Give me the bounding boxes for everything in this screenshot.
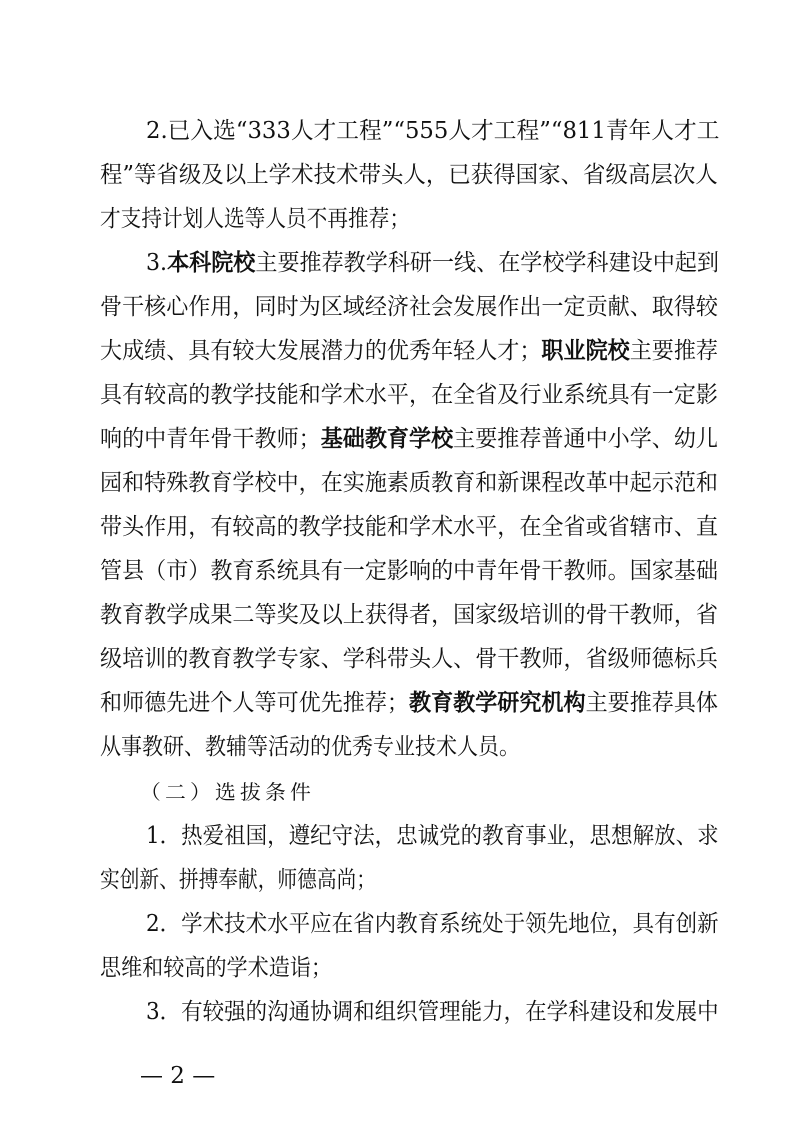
criteria-line	[0, 948, 799, 988]
text-line: 管县（市）教育系统具有一定影响的中青年骨干教师。国家基础	[100, 558, 718, 584]
paragraph-talent-line	[0, 111, 799, 151]
text-line-mixed	[146, 243, 719, 283]
criteria-item-1: 1．热爱祖国，遵纪守法，忠诚党的教育事业，思想解放、求	[146, 823, 719, 849]
section-heading: （二）选拔条件	[140, 780, 315, 804]
paragraph-scope-line	[0, 595, 799, 635]
item-number: 3.	[146, 250, 168, 276]
paragraph-scope-line	[0, 551, 799, 591]
paragraph-scope-line	[0, 419, 799, 459]
text-line: 2.已入选“333人才工程”“555人才工程”“811青年人才工	[146, 118, 720, 144]
page-number: — 2 —	[140, 1063, 216, 1089]
text-run: 响的中青年骨干教师；	[100, 426, 321, 452]
text-line: 程”等省级及以上学术技术带头人，已获得国家、省级高层次人	[100, 162, 718, 188]
paragraph-scope-line	[0, 287, 799, 327]
text-line: 级培训的教育教学专家、学科带头人、骨干教师，省级师德标兵	[100, 646, 718, 672]
paragraph-talent-line	[0, 199, 799, 239]
criteria-item-2: 2．学术技术水平应在省内教育系统处于领先地位，具有创新	[146, 911, 719, 937]
text-run: 主要推荐普通中小学、幼儿	[453, 426, 718, 452]
paragraph-scope-line	[0, 375, 799, 415]
criteria-line	[0, 904, 799, 944]
paragraph-scope-line	[0, 243, 799, 283]
text-run: 主要推荐	[629, 338, 718, 364]
criteria-item-3: 3．有较强的沟通协调和组织管理能力，在学科建设和发展中	[146, 999, 719, 1025]
text-line: 具有较高的教学技能和学术水平，在全省及行业系统具有一定影	[100, 382, 718, 408]
paragraph-scope-line	[0, 727, 799, 767]
paragraph-talent-line	[0, 155, 799, 195]
bold-term-basic-education: 基础教育学校	[320, 426, 454, 452]
criteria-line	[0, 860, 799, 900]
text-run: 和师德先进个人等可优先推荐；	[100, 690, 409, 716]
paragraph-scope-line	[0, 683, 799, 723]
paragraph-scope-line	[0, 463, 799, 503]
text-line: 骨干核心作用，同时为区域经济社会发展作出一定贡献、取得较	[100, 294, 718, 320]
text-line: 园和特殊教育学校中，在实施素质教育和新课程改革中起示范和	[100, 470, 718, 496]
bold-term-research-institution: 教育教学研究机构	[409, 690, 586, 716]
paragraph-scope-line	[0, 639, 799, 679]
text-line: 教育教学成果二等奖及以上获得者，国家级培训的骨干教师，省	[100, 602, 718, 628]
criteria-item-2-cont: 思维和较高的学术造诣；	[100, 955, 332, 981]
text-run: 大成绩、具有较大发展潜力的优秀年轻人才；	[100, 338, 542, 364]
criteria-line	[0, 816, 799, 856]
text-line-mixed	[100, 419, 718, 459]
text-run: 主要推荐教学科研一线、在学校学科建设中起到	[255, 250, 719, 276]
text-line-mixed	[100, 683, 718, 723]
text-line: 从事教研、教辅等活动的优秀专业技术人员。	[100, 734, 520, 760]
text-line: 才支持计划人选等人员不再推荐；	[100, 206, 410, 232]
paragraph-scope-line	[0, 331, 799, 371]
bold-term-vocational: 职业院校	[541, 338, 630, 364]
text-line-mixed	[100, 331, 718, 371]
text-line: 带头作用，有较高的教学技能和学术水平，在全省或省辖市、直	[100, 514, 718, 540]
criteria-item-1-cont: 实创新、拼搏奉献，师德高尚；	[100, 867, 376, 893]
paragraph-scope-line	[0, 507, 799, 547]
criteria-line	[0, 992, 799, 1032]
bold-term-undergrad: 本科院校	[167, 250, 256, 276]
text-run: 主要推荐具体	[585, 690, 718, 716]
section-heading-line	[0, 772, 799, 812]
